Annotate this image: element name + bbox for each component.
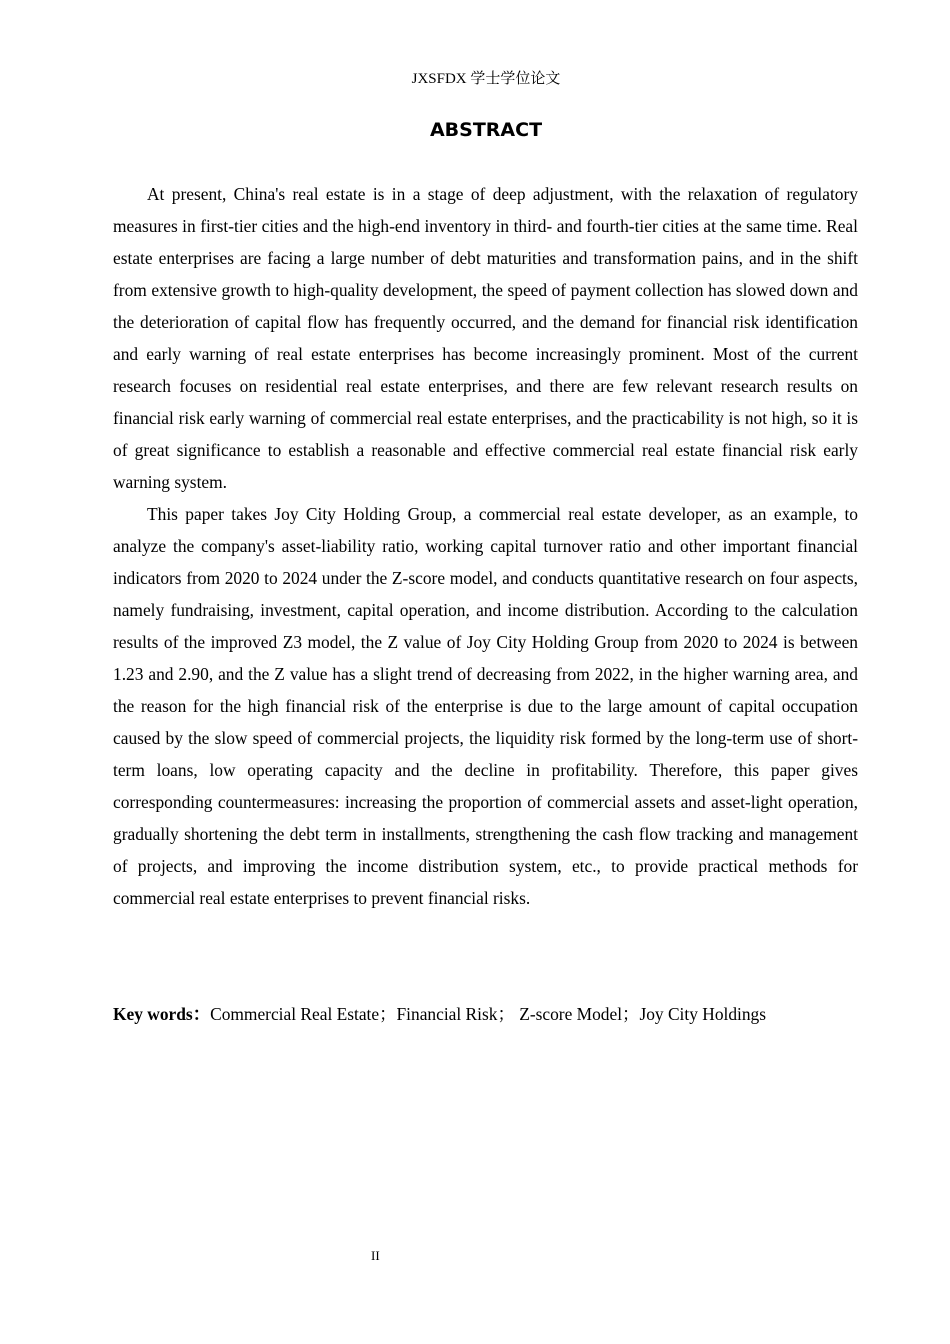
running-header: JXSFDX 学士学位论文 <box>411 71 561 87</box>
abstract-paragraph-2: This paper takes Joy City Holding Group, a commercial real estate developer, as an example, to analyze the company's asset-liability ratio, working capital turnover ratio and other important financial indicators from 2020 to 2024 under the Z-score model, and conducts quantitative research on four aspects, namely fundraising, investment, capital operation, and income distribution. According to the calculation results of the improved Z3 model, the Z value of Joy City Holding Group from 2020 to 2024 is between 1.23 and 2.90, and the Z value has a slight trend of decreasing from 2022, in the higher warning area, and the reason for the high financial risk of the enterprise is due to the large amount of capital occupation caused by the slow speed of commercial projects, the liquidity risk formed by the long-term use of short-term loans, low operating capacity and the decline in profitability. Therefore, this paper gives corresponding countermeasures: increasing the proportion of commercial assets and asset-light operation, gradually shortening the debt term in installments, strengthening the cash flow tracking and management of projects, and improving the income distribution system, etc., to provide practical methods for commercial real estate enterprises to prevent financial risks. <box>113 504 858 908</box>
page-number: II <box>371 1248 380 1263</box>
keywords-line <box>113 1002 803 1026</box>
abstract-title: ABSTRACT <box>429 119 543 141</box>
abstract-paragraph-1: At present, China's real estate is in a stage of deep adjustment, with the relaxation of regulatory measures in first-tier cities and the high-end inventory in third- and fourth-tier cities at the same time. Real estate enterprises are facing a large number of debt maturities and transformation pains, and in the shift from extensive growth to high-quality development, the speed of payment collection has slowed down and the deterioration of capital flow has frequently occurred, and the demand for financial risk identification and early warning of real estate enterprises has become increasingly prominent. Most of the current research focuses on residential real estate enterprises, and there are few relevant research results on financial risk early warning of commercial real estate enterprises, and the practicability is not high, so it is of great significance to establish a reasonable and effective commercial real estate financial risk early warning system. <box>113 184 858 492</box>
abstract-body <box>113 178 858 914</box>
keywords-text: Commercial Real Estate；Financial Risk； Z-score Model；Joy City Holdings <box>210 1004 767 1024</box>
keywords-label: Key words： <box>113 1004 211 1024</box>
